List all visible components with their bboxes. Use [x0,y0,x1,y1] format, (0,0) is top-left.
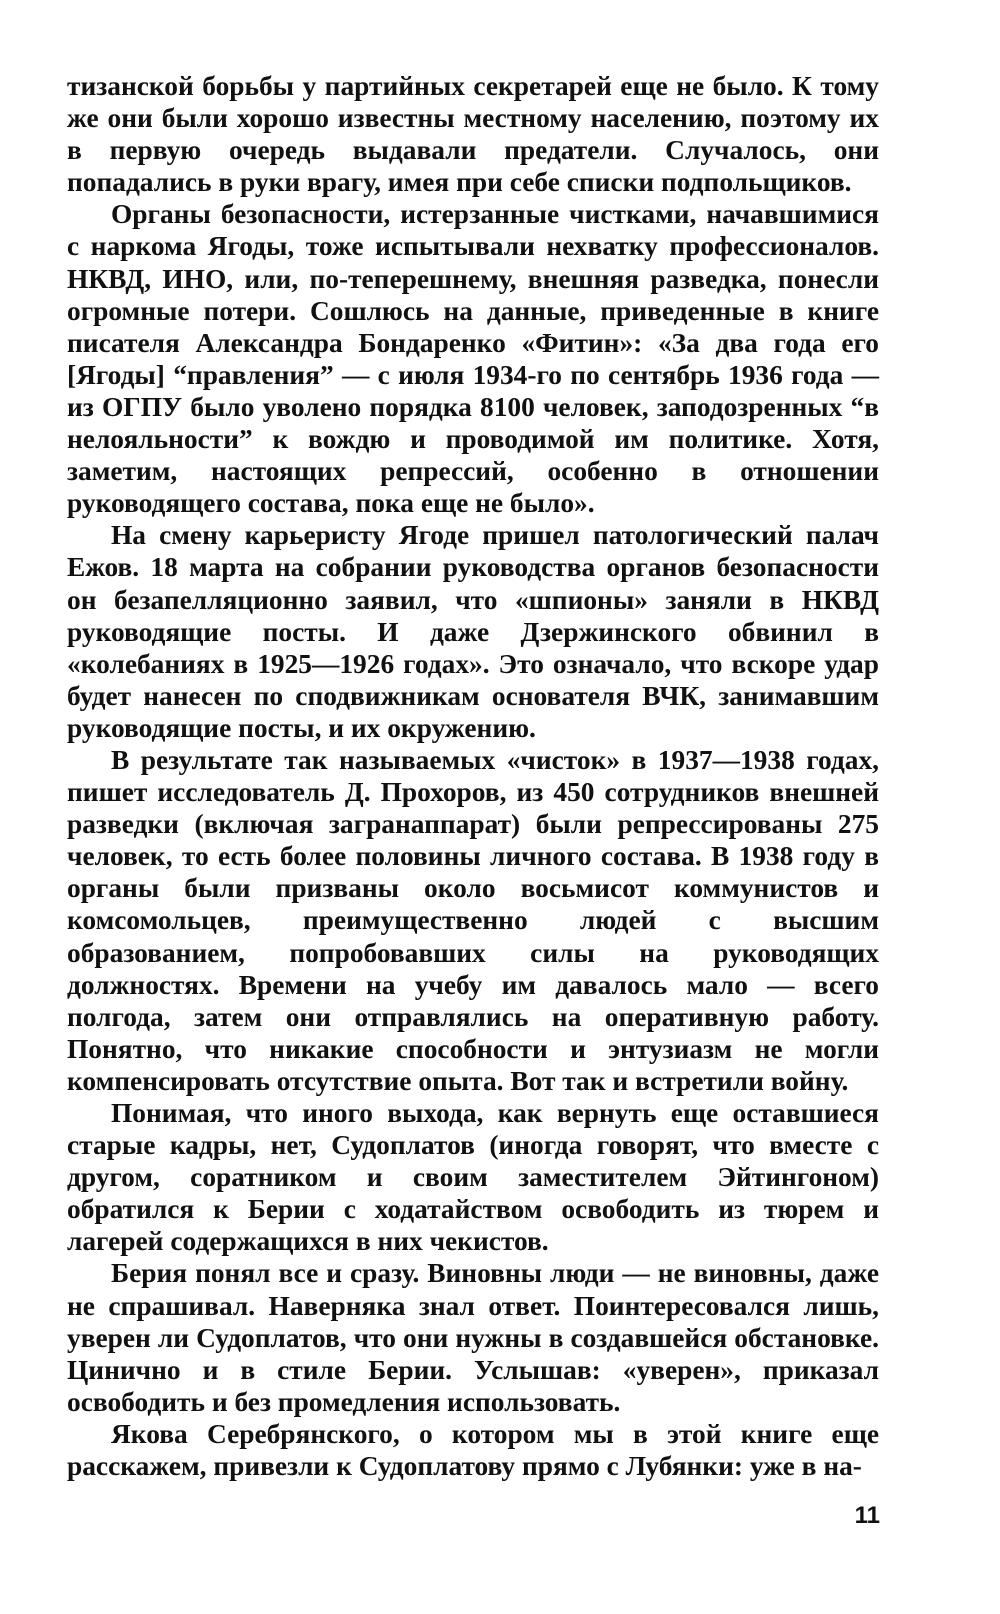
paragraph-1: тизанской борьбы у партийных секретарей еще не было. К тому же они были хорошо известны местному населению, поэтому их в первую очередь выдавали предатели. Случалось, они попадались в руки врагу, имея при себе списки подпольщиков. [67,71,879,198]
paragraph-3: На смену карьеристу Ягоде пришел патологический палач Ежов. 18 марта на собрании руководства органов безопасности он безапелляционно заявил, что «шпионы» заняли в НКВД руководящие посты. И даже Дзержинского обвинил в «колебаниях в 1925—1926 годах». Это означало, что вскоре удар будет нанесен по сподвижникам основателя ВЧК, занимавшим руководящие посты, и их окружению. [67,520,879,743]
paragraph-2: Органы безопасности, истерзанные чистками, начавшимися с наркома Ягоды, тоже испытывали нехватку профессионалов. НКВД, ИНО, или, по-теперешнему, внешняя разведка, понесли огромные потери. Сошлюсь на данные, приведенные в книге писателя Александра Бондаренко «Фитин»: «За два года его [Ягоды] “правления” — с июля 1934-го по сентябрь 1936 года — из ОГПУ было уволено порядка 8100 человек, заподозренных “в нелояльности” к вождю и проводимой им политике. Хотя, заметим, настоящих репрессий, особенно в отношении руководящего состава, пока еще не было». [67,199,879,519]
body-text [67,70,879,1482]
paragraph-5: Понимая, что иного выхода, как вернуть еще оставшиеся старые кадры, нет, Судоплатов (иногда говорят, что вместе с другом, соратником и своим заместителем Эйтингоном) обратился к Берии с ходатайством освободить из тюрем и лагерей содержащихся в них чекистов. [67,1098,879,1257]
paragraph-6: Берия понял все и сразу. Виновны люди — не виновны, даже не спрашивал. Наверняка знал ответ. Поинтересовался лишь, уверен ли Судоплатов, что они нужны в создавшейся обстановке. Цинично и в стиле Берии. Услышав: «уверен», приказал освободить и без промедления использовать. [67,1258,879,1417]
paragraph-7: Якова Серебрянского, о котором мы в этой книге еще расскажем, привезли к Судоплатову прямо с Лубянки: уже в на- [67,1418,879,1482]
paragraph-4: В результате так называемых «чисток» в 1937—1938 годах, пишет исследователь Д. Прохоров, из 450 сотрудников внешней разведки (включая загранаппарат) были репрессированы 275 человек, то есть более половины личного состава. В 1938 году в органы были призваны около восьмисот коммунистов и комсомольцев, преимущественно людей с высшим образованием, попробовавших силы на руководящих должностях. Времени на учебу им давалось мало — всего полгода, затем они отправлялись на оперативную работу. Понятно, что никакие способности и энтузиазм не могли компенсировать отсутствие опыта. Вот так и встретили войну. [67,744,879,1096]
page-number: 11 [854,1502,880,1529]
